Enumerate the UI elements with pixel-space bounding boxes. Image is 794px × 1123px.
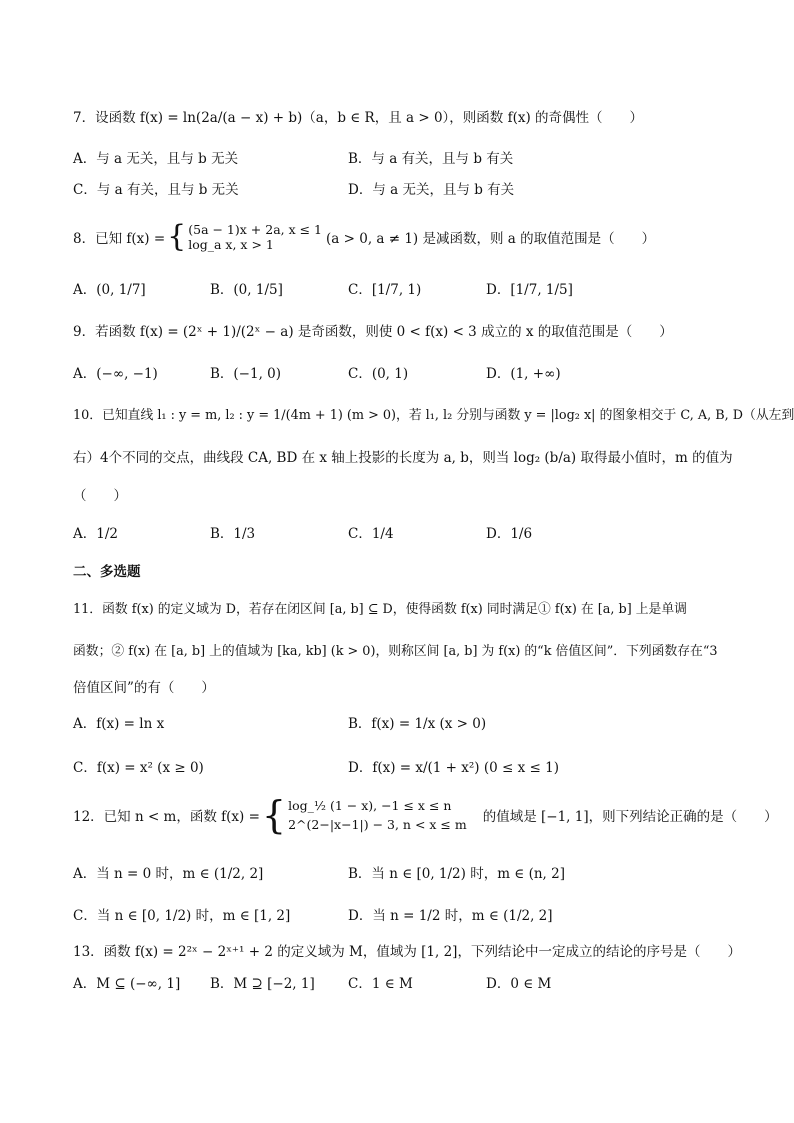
q8-stem-prefix: 8．已知 f(x) = (73, 231, 166, 247)
question-13-stem: 13．函数 f(x) = 2²ˣ − 2ˣ⁺¹ + 2 的定义域为 M，值域为 [1, 2]，下列结论中一定成立的结论的序号是（ ） (73, 944, 741, 960)
q7-option-c: C．与 a 有关，且与 b 无关 (73, 182, 239, 198)
q8-stem-suffix: (a > 0, a ≠ 1) 是减函数，则 a 的取值范围是（ ） (326, 231, 656, 247)
q13-option-a: A．M ⊆ (−∞, 1] (73, 976, 181, 992)
question-12-stem (73, 793, 778, 837)
q12-stem-suffix: 的值域是 [−1, 1]，则下列结论正确的是（ ） (482, 809, 778, 825)
q9-option-b: B．(−1, 0) (210, 366, 282, 382)
q12-case-1: log_½ (1 − x), −1 ≤ x ≤ n (288, 798, 452, 813)
q12-cases (288, 796, 467, 834)
q7-option-a: A．与 a 无关，且与 b 无关 (73, 151, 239, 167)
q13-option-c: C．1 ∈ M (348, 976, 413, 992)
question-10-line-2: 右）4个不同的交点，曲线段 CA, BD 在 x 轴上投影的长度为 a, b，则当 log₂ (b/a) 取得最小值时，m 的值为 (73, 450, 733, 466)
q10-option-b: B．1/3 (210, 526, 256, 542)
q8-option-d: D．[1/7, 1/5] (486, 282, 573, 298)
q10-option-c: C．1/4 (348, 526, 394, 542)
q12-option-a: A．当 n = 0 时，m ∈ (1/2, 2] (73, 866, 264, 882)
q10-option-a: A．1/2 (73, 526, 118, 542)
q9-option-a: A．(−∞, −1) (73, 366, 158, 382)
question-11-line-1: 11．函数 f(x) 的定义域为 D，若存在闭区间 [a, b] ⊆ D，使得函数 f(x) 同时满足① f(x) 在 [a, b] 上是单调 (73, 602, 687, 617)
q8-brace: { (167, 219, 187, 254)
q9-option-c: C．(0, 1) (348, 366, 409, 382)
question-8-stem (73, 219, 656, 254)
q11-option-d: D．f(x) = x/(1 + x²) (0 ≤ x ≤ 1) (348, 760, 559, 776)
section-heading-multiple-choice: 二、多选题 (73, 564, 141, 580)
q9-option-d: D．(1, +∞) (486, 366, 561, 382)
q12-brace: { (261, 793, 287, 837)
question-10-line-1: 10．已知直线 l₁ : y = m, l₂ : y = 1/(4m + 1) (m > 0)，若 l₁, l₂ 分别与函数 y = |log₂ x| 的图象相交于 C, A, B, D（从左到 (73, 408, 794, 423)
q11-option-c: C．f(x) = x² (x ≥ 0) (73, 760, 204, 776)
question-9-stem: 9．若函数 f(x) = (2ˣ + 1)/(2ˣ − a) 是奇函数，则使 0 < f(x) < 3 成立的 x 的取值范围是（ ） (73, 324, 673, 340)
q13-option-d: D．0 ∈ M (486, 976, 552, 992)
q7-option-d: D．与 a 无关，且与 b 有关 (348, 182, 515, 198)
q8-option-b: B．(0, 1/5] (210, 282, 283, 298)
q12-option-c: C．当 n ∈ [0, 1/2) 时，m ∈ [1, 2] (73, 908, 291, 924)
question-11-line-2: 函数；② f(x) 在 [a, b] 上的值域为 [ka, kb] (k > 0)，则称区间 [a, b] 为 f(x) 的“k 倍值区间”．下列函数存在“3 (73, 644, 718, 659)
q12-case-2: 2^(2−|x−1|) − 3, n < x ≤ m (288, 817, 467, 832)
q12-stem-prefix: 12．已知 n < m，函数 f(x) = (73, 809, 260, 825)
q8-cases (188, 222, 322, 252)
q12-option-b: B．当 n ∈ [0, 1/2) 时，m ∈ (n, 2] (348, 866, 565, 882)
q11-option-b: B．f(x) = 1/x (x > 0) (348, 716, 487, 732)
question-11-line-3: 倍值区间”的有（ ） (73, 680, 215, 696)
question-7-stem: 7．设函数 f(x) = ln(2a/(a − x) + b)（a，b ∈ R，且 a > 0），则函数 f(x) 的奇偶性（ ） (73, 110, 644, 126)
q10-option-d: D．1/6 (486, 526, 533, 542)
q11-option-a: A．f(x) = ln x (73, 716, 165, 732)
q13-option-b: B．M ⊇ [−2, 1] (210, 976, 315, 992)
q7-option-b: B．与 a 有关，且与 b 有关 (348, 151, 514, 167)
q8-option-a: A．(0, 1/7] (73, 282, 146, 298)
q8-case-1: (5a − 1)x + 2a, x ≤ 1 (188, 222, 323, 237)
question-10-line-3: （ ） (73, 488, 127, 504)
q8-case-2: log_a x, x > 1 (188, 237, 274, 252)
q12-option-d: D．当 n = 1/2 时，m ∈ (1/2, 2] (348, 908, 553, 924)
q8-option-c: C．[1/7, 1) (348, 282, 422, 298)
